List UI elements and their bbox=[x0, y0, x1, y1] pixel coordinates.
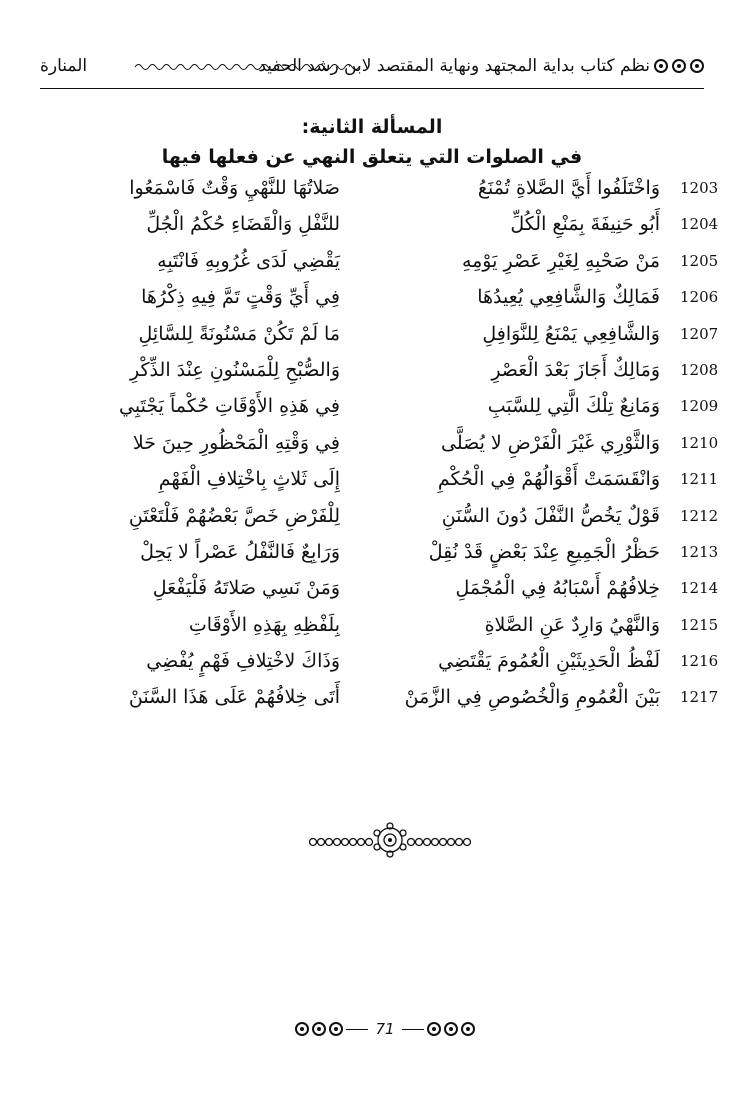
rosette-icon bbox=[312, 1022, 326, 1036]
verse-number: 1216 bbox=[680, 652, 719, 671]
rosette-icon bbox=[461, 1022, 475, 1036]
verse-first-hemistich: وَمَانِعٌ تِلْكَ الَّتِي لِلسَّبَبِ bbox=[487, 395, 660, 418]
verse-row bbox=[40, 612, 719, 648]
verse-row bbox=[40, 466, 719, 502]
verse-first-hemistich: وَمَالِكٌ أَجَازَ بَعْدَ الْعَصْرِ bbox=[491, 358, 660, 381]
verse-second-hemistich: وَرَابِعٌ فَالنَّفْلُ عَصْراً لا يَحِلْ bbox=[140, 540, 340, 563]
issue-title: المسألة الثانية: bbox=[301, 116, 443, 138]
verse-first-hemistich: وَالنَّهْيُ وَارِدٌ عَنِ الصَّلاةِ bbox=[484, 613, 660, 636]
verse-row bbox=[40, 211, 719, 247]
verse-second-hemistich: مَا لَمْ تَكُنْ مَسْنُونَةً لِلسَّائِلِ bbox=[138, 322, 340, 345]
rosette-icon bbox=[654, 59, 668, 73]
verse-row bbox=[40, 575, 719, 611]
verse-first-hemistich: لَفْظُ الْحَدِيثَيْنِ الْعُمُومَ يَقْتَضِي bbox=[438, 650, 660, 673]
verse-second-hemistich: لِلْفَرْضِ خَصَّ بَعْضُهُمْ فَلْتَعْتَنِ bbox=[128, 504, 340, 527]
verse-row bbox=[40, 248, 719, 284]
verse-second-hemistich: وَمَنْ نَسِي صَلاتَهُ فَلْيَفْعَلِ bbox=[152, 577, 340, 600]
verse-first-hemistich: وَانْقَسَمَتْ أَقْوَالُهُمْ فِي الْحُكْمِ bbox=[437, 468, 660, 491]
verse-row bbox=[40, 321, 719, 357]
footer-dash bbox=[402, 1029, 424, 1030]
page-footer bbox=[285, 1018, 485, 1040]
wave-divider-icon bbox=[135, 62, 360, 72]
verse-first-hemistich: خِلافُهُمْ أَسْبَابُهُ فِي الْمُجْمَلِ bbox=[455, 577, 660, 600]
verse-row bbox=[40, 284, 719, 320]
rosette-icon bbox=[672, 59, 686, 73]
verse-second-hemistich: بِلَفْظِهِ بِهَذِهِ الأَوْقَاتِ bbox=[188, 613, 340, 636]
rosette-icon bbox=[329, 1022, 343, 1036]
verse-number: 1206 bbox=[680, 288, 719, 307]
verse-number: 1214 bbox=[680, 579, 719, 598]
verse-first-hemistich: وَالثَّوْرِي غَيْرَ الْفَرْضِ لا يُصَلَّى bbox=[440, 431, 660, 454]
verse-row bbox=[40, 539, 719, 575]
verse-row bbox=[40, 648, 719, 684]
header-rule bbox=[40, 88, 704, 89]
verse-number: 1205 bbox=[680, 251, 719, 270]
verse-row bbox=[40, 430, 719, 466]
verse-row bbox=[40, 175, 719, 211]
verse-number: 1210 bbox=[680, 433, 719, 452]
verse-number: 1217 bbox=[680, 688, 719, 707]
verse-second-hemistich: فِي هَذِهِ الأَوْقَاتِ حُكْماً يَجْتَبِي bbox=[119, 395, 340, 418]
verse-row bbox=[40, 357, 719, 393]
verse-number: 1208 bbox=[680, 360, 719, 379]
verse-first-hemistich: مَنْ صَحْبِهِ لِغَيْرِ عَصْرِ يَوْمِهِ bbox=[461, 249, 660, 272]
verse-second-hemistich: وَذَاكَ لاخْتِلافِ فَهْمٍ يُفْضِي bbox=[146, 650, 340, 673]
issue-subtitle: في الصلوات التي يتعلق النهي عن فعلها فيها bbox=[161, 146, 583, 168]
book-title: نظم كتاب بداية المجتهد ونهاية المقتصد لابن رشد الحفيد bbox=[258, 56, 650, 76]
verse-second-hemistich: صَلاتُهَا للنَّهْيِ وَقْتٌ فَاسْمَعُوا bbox=[129, 177, 340, 199]
verse-number: 1212 bbox=[680, 506, 719, 525]
verse-number: 1209 bbox=[680, 397, 719, 416]
verse-row bbox=[40, 684, 719, 720]
rosette-icon bbox=[295, 1022, 309, 1036]
verse-second-hemistich: يَقْضِي لَدَى غُرُوبِهِ فَانْتَبِهِ bbox=[157, 249, 340, 272]
verse-number: 1203 bbox=[680, 179, 719, 197]
verse-number: 1207 bbox=[680, 324, 719, 343]
verse-row bbox=[40, 503, 719, 539]
verse-list bbox=[40, 175, 719, 721]
verse-first-hemistich: بَيْنَ الْعُمُومِ وَالْخُصُوصِ فِي الزَّمَنْ bbox=[404, 686, 660, 709]
rosette-icon bbox=[427, 1022, 441, 1036]
verse-number: 1215 bbox=[680, 615, 719, 634]
verse-first-hemistich: قَوْلٌ يَخُصُّ النَّفْلَ دُونَ السُّنَنِ bbox=[441, 504, 660, 527]
section-name: المنارة bbox=[40, 56, 88, 76]
running-header bbox=[40, 52, 704, 92]
verse-second-hemistich: فِي وَقْتِهِ الْمَحْظُورِ حِينَ حَلا bbox=[132, 431, 340, 454]
verse-row bbox=[40, 393, 719, 429]
verse-second-hemistich: وَالصُّبْحِ لِلْمَسْنُونِ عِنْدَ الذِّكْرِ bbox=[130, 358, 340, 381]
verse-second-hemistich: أَتَى خِلافُهُمْ عَلَى هَذَا السَّنَنْ bbox=[128, 686, 340, 709]
rosette-icon bbox=[444, 1022, 458, 1036]
page-number: 71 bbox=[375, 1020, 395, 1038]
verse-number: 1204 bbox=[680, 215, 719, 234]
verse-first-hemistich: أَبُو حَنِيفَةَ بِمَنْعِ الْكُلِّ bbox=[510, 213, 660, 236]
verse-number: 1213 bbox=[680, 542, 719, 561]
verse-second-hemistich: فِي أَيِّ وَقْتٍ تَمَّ فِيهِ ذِكْرُهَا bbox=[141, 286, 340, 309]
ornament-divider-icon bbox=[305, 822, 475, 858]
verse-first-hemistich: فَمَالِكٌ وَالشَّافِعِي يُعِيدُهَا bbox=[477, 286, 660, 309]
rosette-icon bbox=[690, 59, 704, 73]
verse-first-hemistich: وَاخْتَلَفُوا أَيَّ الصَّلاةِ تُمْنَعُ bbox=[477, 177, 660, 199]
verse-first-hemistich: وَالشَّافِعِي يَمْنَعُ لِلنَّوَافِلِ bbox=[482, 322, 660, 345]
footer-dash bbox=[346, 1029, 368, 1030]
verse-first-hemistich: حَظْرُ الْجَمِيعِ عِنْدَ بَعْضٍ قَدْ نُقِلْ bbox=[428, 540, 660, 563]
verse-second-hemistich: للنَّفْلِ وَالْقَضَاءِ حُكْمُ الْجُلِّ bbox=[146, 213, 340, 236]
verse-number: 1211 bbox=[680, 470, 719, 489]
verse-second-hemistich: إِلَى ثَلاثٍ بِاخْتِلافِ الْفَهْمِ bbox=[158, 468, 340, 491]
